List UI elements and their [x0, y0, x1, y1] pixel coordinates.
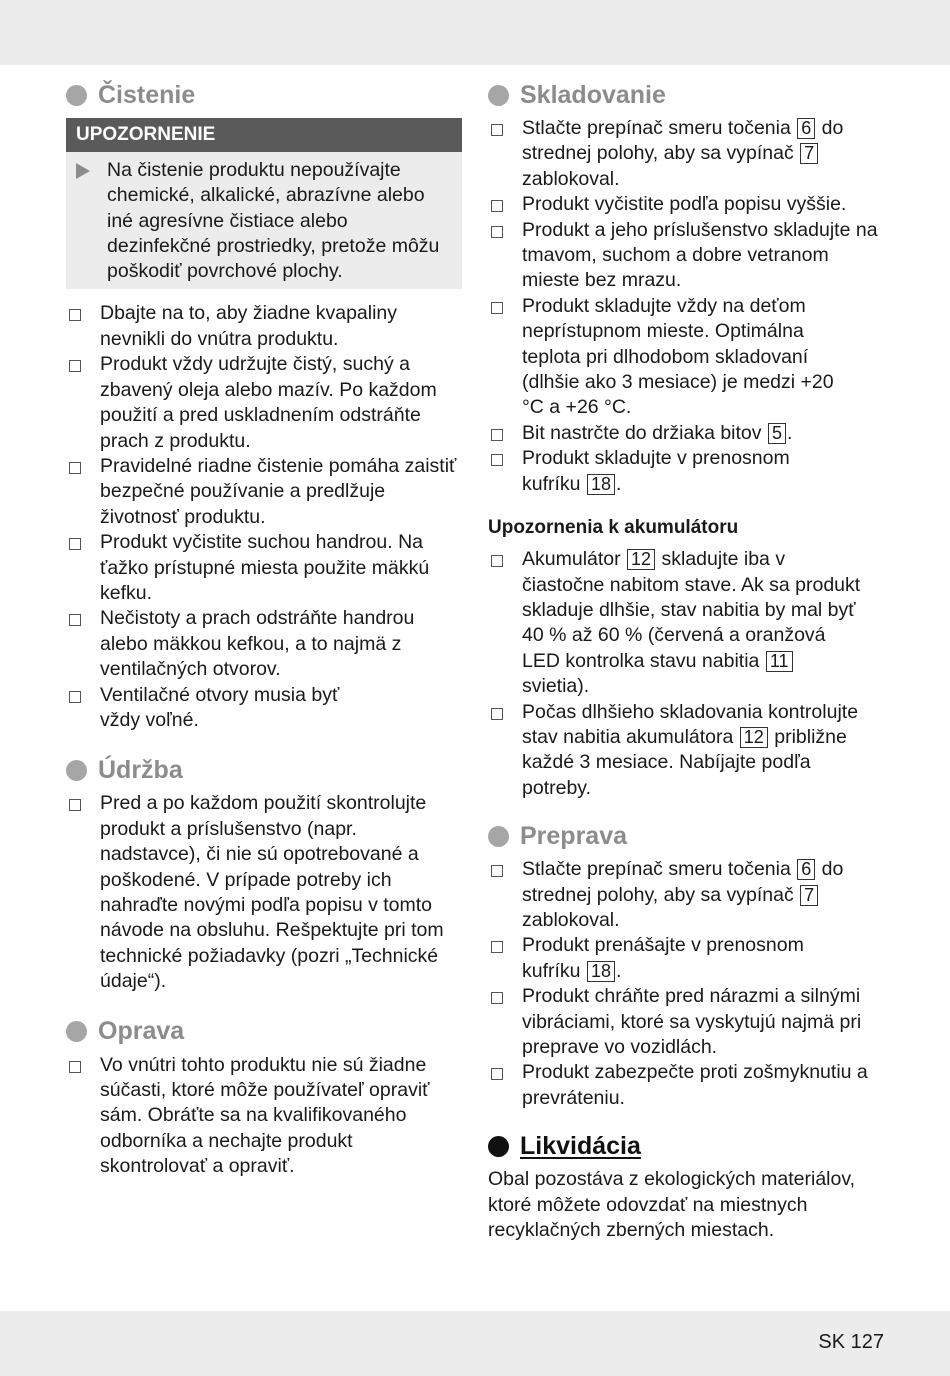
- bullet-dot-icon: [488, 1136, 509, 1157]
- list-item: Pravidelné riadne čistenie pomáha zaistiť bezpečné používanie a predlžuje životnosť produktu.: [66, 454, 462, 530]
- maintenance-list: [66, 791, 462, 994]
- checkbox-square-icon: [491, 941, 503, 953]
- arrow-right-icon: [76, 163, 90, 179]
- reference-number: 18: [587, 474, 615, 495]
- bullet-dot-icon: [66, 85, 87, 106]
- section-title-disposal: Likvidácia: [488, 1129, 888, 1163]
- reference-number: 12: [627, 549, 655, 570]
- top-band: [0, 0, 950, 65]
- warning-label: UPOZORNENIE: [66, 118, 462, 152]
- bottom-band: [0, 1311, 950, 1376]
- checkbox-square-icon: [491, 454, 503, 466]
- checkbox-square-icon: [491, 429, 503, 441]
- section-title-transport: Preprava: [488, 819, 888, 853]
- warning-text: Na čistenie produktu nepoužívajte chemické, alkalické, abrazívne alebo iné agresívne čistiace alebo dezinfekčné prostriedky, pretože môžu poškodiť povrchové plochy.: [107, 159, 440, 283]
- reference-number: 12: [740, 727, 768, 748]
- list-item: Produkt vždy udržujte čistý, suchý a zbavený oleja alebo mazív. Po každom použití a pred uskladnením odstráňte prach z produktu.: [66, 352, 462, 454]
- list-item: Produkt prenášajte v prenosnom kufríku 18 .: [488, 933, 888, 984]
- list-item: Počas dlhšieho skladovania kontrolujte stav nabitia akumulátora 12 približne každé 3 mesiace. Nabíjajte podľa potreby.: [488, 700, 888, 802]
- reference-number: 6: [797, 859, 815, 880]
- right-column: [488, 78, 888, 1243]
- list-item: Produkt skladujte v prenosnom kufríku 18 .: [488, 446, 888, 497]
- list-item: Stlačte prepínač smeru točenia 6 do strednej polohy, aby sa vypínač 7 zablokoval.: [488, 857, 888, 933]
- checkbox-square-icon: [69, 360, 81, 372]
- reference-number: 7: [800, 885, 818, 906]
- section-title-repair: Oprava: [66, 1015, 462, 1049]
- list-item: Produkt skladujte vždy na deťom neprístupnom mieste. Optimálna teplota pri dlhodobom skladovaní (dlhšie ako 3 mesiace) je medzi +20 °C a +26 °C.: [488, 294, 888, 421]
- checkbox-square-icon: [491, 124, 503, 136]
- list-item: Produkt chráňte pred nárazmi a silnými vibráciami, ktoré sa vyskytujú najmä pri preprave vo vozidlách.: [488, 984, 888, 1060]
- checkbox-square-icon: [69, 309, 81, 321]
- list-item: Stlačte prepínač smeru točenia 6 do strednej polohy, aby sa vypínač 7 zablokoval.: [488, 116, 888, 192]
- storage-list: [488, 116, 888, 497]
- list-item: Nečistoty a prach odstráňte handrou alebo mäkkou kefkou, a to najmä z ventilačných otvorov.: [66, 606, 462, 682]
- transport-list: [488, 857, 888, 1111]
- checkbox-square-icon: [491, 200, 503, 212]
- checkbox-square-icon: [69, 462, 81, 474]
- list-item: Akumulátor 12 skladujte iba v čiastočne nabitom stave. Ak sa produkt skladuje dlhšie, stav nabitia by mal byť 40 % až 60 % (červená a oranžová LED kontrolka stavu nabitia 11 svietia).: [488, 547, 888, 699]
- section-title-cleaning: Čistenie: [66, 78, 462, 112]
- checkbox-square-icon: [491, 865, 503, 877]
- section-title-storage: Skladovanie: [488, 78, 888, 112]
- checkbox-square-icon: [491, 1068, 503, 1080]
- reference-number: 6: [797, 118, 815, 139]
- reference-number: 18: [587, 961, 615, 982]
- list-item: Vo vnútri tohto produktu nie sú žiadne súčasti, ktoré môže používateľ opraviť sám. Obráťte sa na kvalifikovaného odborníka a nechajte produkt skontrolovať a opraviť.: [66, 1053, 462, 1180]
- list-item: Ventilačné otvory musia byť vždy voľné.: [66, 683, 462, 734]
- warning-box: [66, 118, 462, 289]
- bullet-dot-icon: [66, 760, 87, 781]
- battery-notes-list: [488, 547, 888, 801]
- list-item: Produkt zabezpečte proti zošmyknutiu a prevráteniu.: [488, 1060, 888, 1111]
- checkbox-square-icon: [491, 226, 503, 238]
- checkbox-square-icon: [69, 614, 81, 626]
- reference-number: 7: [800, 143, 818, 164]
- page-number: SK 127: [818, 1331, 884, 1353]
- bullet-dot-icon: [488, 85, 509, 106]
- battery-notes-heading: Upozornenia k akumulátoru: [488, 517, 739, 539]
- checkbox-square-icon: [491, 555, 503, 567]
- list-item: Pred a po každom použití skontrolujte produkt a príslušenstvo (napr. nadstavce), či nie sú opotrebované a poškodené. V prípade potreby ich nahraďte novými podľa popisu v tomto návode na obsluhu. Rešpektujte pri tom technické požiadavky (pozri „Technické údaje“).: [66, 791, 462, 994]
- list-item: Bit nastrčte do držiaka bitov 5 .: [488, 421, 888, 446]
- checkbox-square-icon: [491, 992, 503, 1004]
- bullet-dot-icon: [488, 826, 509, 847]
- cleaning-list: [66, 301, 462, 733]
- bullet-dot-icon: [66, 1021, 87, 1042]
- section-title-maintenance: Údržba: [66, 753, 462, 787]
- left-column: [66, 78, 462, 1180]
- checkbox-square-icon: [69, 691, 81, 703]
- repair-list: [66, 1053, 462, 1180]
- checkbox-square-icon: [491, 302, 503, 314]
- list-item: Dbajte na to, aby žiadne kvapaliny nevnikli do vnútra produktu.: [66, 301, 462, 352]
- list-item: Produkt vyčistite suchou handrou. Na ťažko prístupné miesta použite mäkkú kefku.: [66, 530, 462, 606]
- list-item: Produkt a jeho príslušenstvo skladujte na tmavom, suchom a dobre vetranom mieste bez mrazu.: [488, 218, 888, 294]
- reference-number: 5: [768, 423, 786, 444]
- list-item: Produkt vyčistite podľa popisu vyššie.: [488, 192, 888, 217]
- checkbox-square-icon: [69, 1061, 81, 1073]
- checkbox-square-icon: [491, 708, 503, 720]
- reference-number: 11: [766, 651, 793, 672]
- checkbox-square-icon: [69, 799, 81, 811]
- disposal-text: Obal pozostáva z ekologických materiálov, ktoré môžete odovzdať na miestnych recyklačných zberných miestach.: [488, 1168, 856, 1242]
- checkbox-square-icon: [69, 538, 81, 550]
